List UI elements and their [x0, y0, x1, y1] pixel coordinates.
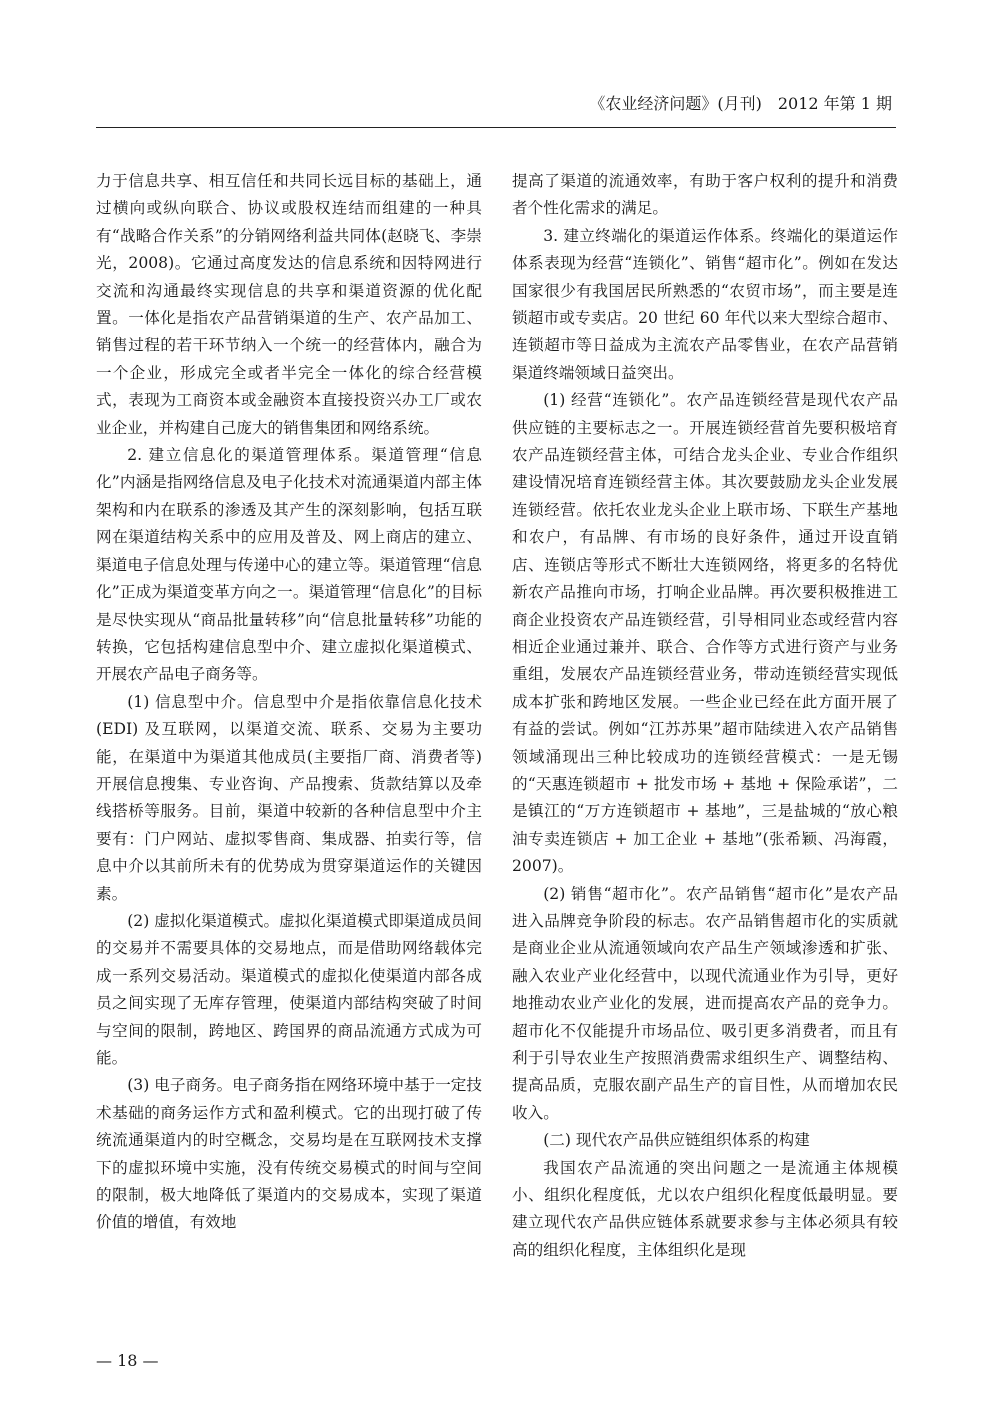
section-heading: (二) 现代农产品供应链组织体系的构建 [543, 1131, 810, 1150]
right-column [512, 168, 898, 1264]
paragraph: (1) 信息型中介。信息型中介是指依靠信息化技术(EDI) 及互联网，以渠道交流、联系、交易为主要功能，在渠道中为渠道其他成员(主要指厂商、消费者等) 开展信息搜集、专业咨询、产品搜索、货款结算以及牵线搭桥等服务。目前，渠道中较新的各种信息型中介主要有：门户网站、虚拟零售商、集成器、拍卖行等，信息中介以其前所未有的优势成为贯穿渠道运作的关键因素。 [96, 692, 482, 903]
paragraph: (3) 电子商务。电子商务指在网络环境中基于一定技术基础的商务运作方式和盈利模式。它的出现打破了传统流通渠道内的时空概念，交易均是在互联网技术支撑下的虚拟环境中实施，没有传统交易模式的时间与空间的限制，极大地降低了渠道内的交易成本，实现了渠道价值的增值，有效地 [96, 1076, 482, 1232]
header-rule [96, 127, 896, 128]
paragraph: (2) 销售“超市化”。农产品销售“超市化”是农产品进入品牌竞争阶段的标志。农产品销售超市化的实质就是商业企业从流通领域向农产品生产领域渗透和扩张、融入农业产业化经营中，以现代流通业作为引导，更好地推动农业产业化的发展，进而提高农产品的竞争力。超市化不仅能提升市场品位、吸引更多消费者，而且有利于引导农业生产按照消费需求组织生产、调整结构、提高品质，克服农副产品生产的盲目性，从而增加农民收入。 [512, 884, 898, 1122]
paragraph: (1) 经营“连锁化”。农产品连锁经营是现代农产品供应链的主要标志之一。开展连锁经营首先要积极培育农产品连锁经营主体，可结合龙头企业、专业合作组织建设情况培育连锁经营主体。其次要鼓励龙头企业发展连锁经营。依托农业龙头企业上联市场、下联生产基地和农户，有品牌、有市场的良好条件，通过开设直销店、连锁店等形式不断壮大连锁网络，将更多的名特优新农产品推向市场，打响企业品牌。再次要积极推进工商企业投资农产品连锁经营，引导相同业态或经营内容相近企业通过兼并、联合、合作等方式进行资产与业务重组，发展农产品连锁经营业务，带动连锁经营实现低成本扩张和跨地区发展。一些企业已经在此方面开展了有益的尝试。例如“江苏苏果”超市陆续进入农产品销售领域涌现出三种比较成功的连锁经营模式：一是无锡的“天惠连锁超市 + 批发市场 + 基地 + 保险承诺”，二是镇江的“万方连锁超市 + 基地”，三是盐城的“放心粮油专卖连锁店 + 加工企业 + 基地”(张希颖、冯海霞，2007)。 [512, 391, 898, 876]
paragraph: 力于信息共享、相互信任和共同长远目标的基础上，通过横向或纵向联合、协议或股权连结而组建的一种具有“战略合作关系”的分销网络利益共同体(赵晓飞、李崇光，2008)。它通过高度发达的信息系统和因特网进行交流和沟通最终实现信息的共享和渠道资源的优化配置。一体化是指农产品营销渠道的生产、农产品加工、销售过程的若干环节纳入一个统一的经营体内，融合为一个企业，形成完全或者半完全一体化的综合经营模式，表现为工商资本或金融资本直接投资兴办工厂或农业企业，并构建自己庞大的销售集团和网络系统。 [96, 172, 482, 437]
running-header: 《农业经济问题》(月刊) 2012 年第 1 期 [589, 94, 892, 113]
paragraph: (2) 虚拟化渠道模式。虚拟化渠道模式即渠道成员间的交易并不需要具体的交易地点，而是借助网络载体完成一系列交易活动。渠道模式的虚拟化使渠道内部各成员之间实现了无库存管理，使渠道内部结构突破了时间与空间的限制，跨地区、跨国界的商品流通方式成为可能。 [96, 911, 482, 1067]
page-number: — 18 — [96, 1351, 159, 1370]
left-column [96, 168, 482, 1237]
paragraph: 2. 建立信息化的渠道管理体系。渠道管理“信息化”内涵是指网络信息及电子化技术对流通渠道内部主体架构和内在联系的渗透及其产生的深刻影响，包括互联网在渠道结构关系中的应用及普及、网上商店的建立、渠道电子信息处理与传递中心的建立等。渠道管理“信息化”正成为渠道变革方向之一。渠道管理“信息化”的目标是尽快实现从“商品批量转移”向“信息批量转移”功能的转换，它包括构建信息型中介、建立虚拟化渠道模式、开展农产品电子商务等。 [96, 446, 482, 684]
paragraph: 提高了渠道的流通效率，有助于客户权利的提升和消费者个性化需求的满足。 [512, 172, 898, 218]
paragraph: 3. 建立终端化的渠道运作体系。终端化的渠道运作体系表现为经营“连锁化”、销售“超市化”。例如在发达国家很少有我国居民所熟悉的“农贸市场”，而主要是连锁超市或专卖店。20 世纪 60 年代以来大型综合超市、连锁超市等日益成为主流农产品零售业，在农产品营销渠道终端领域日益突出。 [512, 226, 898, 382]
paragraph: 我国农产品流通的突出问题之一是流通主体规模小、组织化程度低，尤以农户组织化程度低最明显。要建立现代农产品供应链体系就要求参与主体必须具有较高的组织化程度，主体组织化是现 [512, 1158, 898, 1259]
